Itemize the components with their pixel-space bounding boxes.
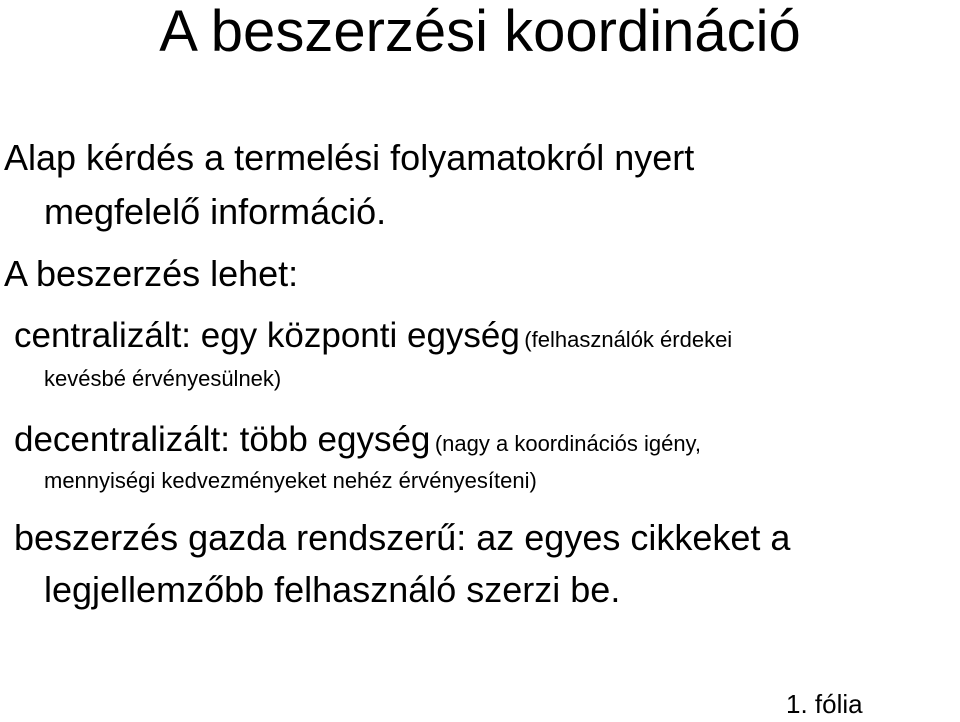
types-heading: A beszerzés lehet: [4,253,299,294]
slide-number: 1. fólia [786,689,863,719]
intro-line-1: Alap kérdés a termelési folyamatokról nyert [4,137,695,178]
centralized-note-2: kevésbé érvényesülnek) [44,366,282,391]
decentralized-note-2: mennyiségi kedvezményeket nehéz érvényesíteni) [44,468,537,493]
slide-title: A beszerzési koordináció [159,0,801,64]
host-system-line-1: beszerzés gazda rendszerű: az egyes cikkeket a [14,517,791,558]
centralized-item [14,316,732,356]
intro-line-2: megfelelő információ. [44,191,387,232]
decentralized-main: decentralizált: több egység [14,420,431,459]
decentralized-item [14,420,701,460]
host-system-line-2: legjellemzőbb felhasználó szerzi be. [44,569,621,610]
decentralized-note-1: (nagy a koordinációs igény, [434,431,702,456]
centralized-note-1: (felhasználók érdekei [524,327,733,352]
centralized-main: centralizált: egy központi egység [14,316,520,355]
